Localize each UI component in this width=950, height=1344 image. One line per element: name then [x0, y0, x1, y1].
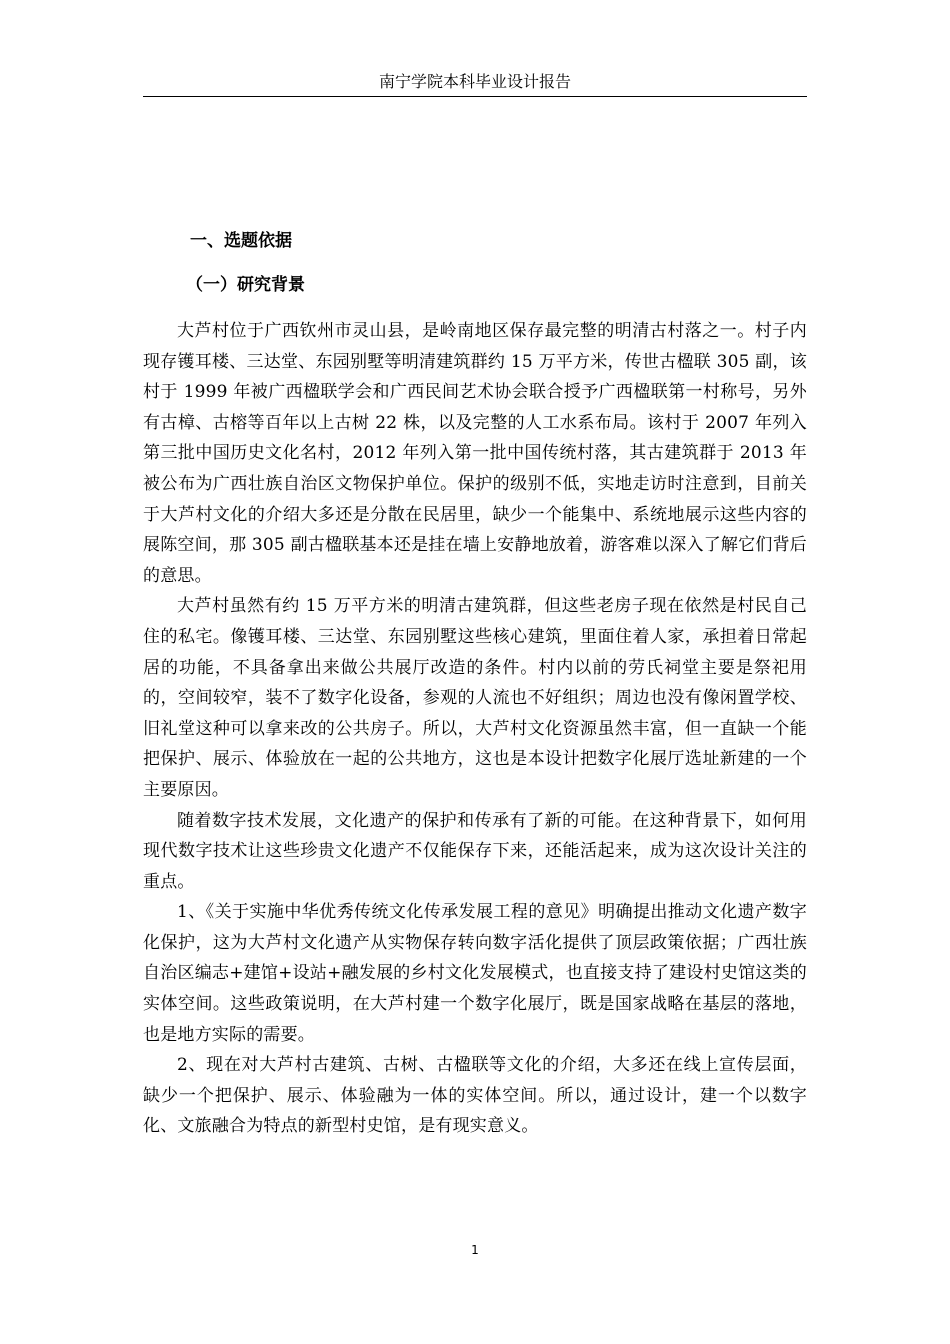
page-header-title: 南宁学院本科毕业设计报告: [378, 72, 571, 91]
paragraph-4: 1、《关于实施中华优秀传统文化传承发展工程的意见》明确提出推动文化遗产数字化保护，这为大芦村文化遗产从实物保存转向数字活化提供了顶层政策依据；广西壮族自治区编志+建馆+设站+融发展的乡村文化发展模式，也直接支持了建设村史馆这类的实体空间。这些政策说明，在大芦村建一个数字化展厅，既是国家战略在基层的落地，也是地方实际的需要。: [143, 902, 807, 1045]
section-subheading: （一）研究背景: [186, 275, 305, 295]
paragraph-3: 随着数字技术发展，文化遗产的保护和传承有了新的可能。在这种背景下，如何用现代数字技术让这些珍贵文化遗产不仅能保存下来，还能活起来，成为这次设计关注的重点。: [143, 810, 807, 892]
paragraph-5: 2、现在对大芦村古建筑、古树、古楹联等文化的介绍，大多还在线上宣传层面，缺少一个把保护、展示、体验融为一体的实体空间。所以，通过设计，建一个以数字化、文旅融合为特点的新型村史馆，是有现实意义。: [143, 1055, 807, 1137]
header-divider: [143, 96, 807, 97]
paragraph-2: 大芦村虽然有约 15 万平方米的明清古建筑群，但这些老房子现在依然是村民自己住的私宅。像镬耳楼、三达堂、东园别墅这些核心建筑，里面住着人家，承担着日常起居的功能，不具备拿出来做公共展厅改造的条件。村内以前的劳氏祠堂主要是祭祀用的，空间较窄，装不了数字化设备，参观的人流也不好组织；周边也没有像闲置学校、旧礼堂这种可以拿来改的公共房子。所以，大芦村文化资源虽然丰富，但一直缺一个能把保护、展示、体验放在一起的公共地方，这也是本设计把数字化展厅选址新建的一个主要原因。: [143, 596, 807, 800]
body-text: [143, 316, 807, 1142]
section-heading: 一、选题依据: [190, 231, 292, 251]
page-number: 1: [471, 1243, 479, 1257]
paragraph-1: 大芦村位于广西钦州市灵山县，是岭南地区保存最完整的明清古村落之一。村子内现存镬耳楼、三达堂、东园别墅等明清建筑群约 15 万平方米，传世古楹联 305 副，该村于 1999 年被广西楹联学会和广西民间艺术协会联合授予广西楹联第一村称号，另外有古樟、古榕等百年以上古树 22 株，以及完整的人工水系布局。该村于 2007 年列入第三批中国历史文化名村，2012 年列入第一批中国传统村落，其古建筑群于 2013 年被公布为广西壮族自治区文物保护单位。保护的级别不低，实地走访时注意到，目前关于大芦村文化的介绍大多还是分散在民居里，缺少一个能集中、系统地展示这些内容的展陈空间，那 305 副古楹联基本还是挂在墙上安静地放着，游客难以深入了解它们背后的意思。: [143, 321, 807, 586]
